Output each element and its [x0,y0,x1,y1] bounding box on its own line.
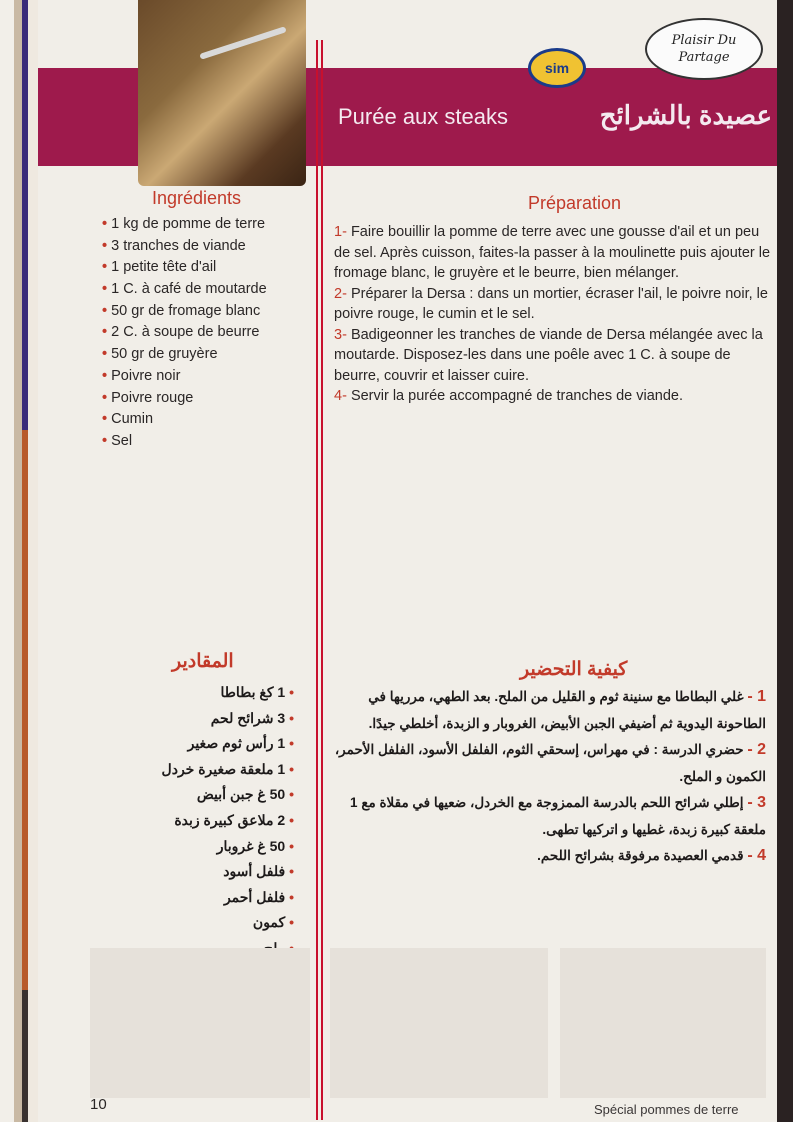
ingredients-list-fr [102,214,267,453]
page-edge [14,0,22,1122]
step [334,222,778,284]
preparation-heading-fr: Préparation [528,193,622,213]
step-number: 3- [334,326,347,343]
list-item: • Sel [102,431,267,453]
footer-section: Spécial pommes de terre [594,1102,739,1117]
list-item: • 1 كغ بطاطا [162,680,294,706]
step-number: 2- [334,285,347,302]
list-item: • فلفل أحمر [162,885,294,911]
list-item: • Poivre rouge [102,388,267,410]
step [334,325,778,387]
step-number: 3 - [747,794,766,811]
list-item: • 1 رأس ثوم صغير [162,731,294,757]
step-number: 4- [334,388,347,404]
steak-photo [138,0,306,186]
step [334,284,778,325]
stamp-line: Plaisir Du [671,33,737,48]
sim-logo [528,48,586,88]
page-shadow [777,0,793,1122]
list-item: • فلفل أسود [162,859,294,885]
title-ar: عصيدة بالشرائح [599,100,772,130]
column-divider [316,40,318,1120]
page-edge [0,0,14,1122]
page-number: 10 [90,1096,107,1113]
list-item: • 3 tranches de viande [102,236,267,258]
step-text: Préparer la Dersa : dans un mortier, écraser l'ail, le poivre noir, le poivre rouge, le cumin et le sel. [334,285,768,322]
ingredients-heading-fr: Ingrédients [152,188,242,208]
fork-icon [199,26,286,60]
step-text: حضري الدرسة : في مهراس، إسحقي الثوم، الفلفل الأسود، الفلفل الأحمر، الكمون و الملح. [334,742,766,784]
list-item: • 50 غ غروبار [162,834,294,860]
list-item: • 50 gr de gruyère [102,344,267,366]
ingredients-list-ar [162,680,294,962]
list-item: • 1 petite tête d'ail [102,257,267,279]
step-text: غلي البطاطا مع سنينة ثوم و القليل من الملح. بعد الطهي، مرريها في الطاحونة اليدوية ثم أضيفي الجبن الأبيض، الغروبار و الزبدة، أخلطي جيدًا. [368,689,766,731]
step [328,790,766,843]
preparation-ar [328,684,766,870]
step-number: 2 - [747,741,766,758]
list-item: • Cumin [102,409,267,431]
step [328,737,766,790]
list-item: • 2 C. à soupe de beurre [102,322,267,344]
list-item: • 1 C. à café de moutarde [102,279,267,301]
list-item: • 50 غ جبن أبيض [162,782,294,808]
step-text: قدمي العصيدة مرفوقة بشرائح اللحم. [537,848,744,863]
step-text: إطلي شرائح اللحم بالدرسة الممزوجة مع الخردل، ضعيها في مقلاة مع 1 ملعقة كبيرة زبدة، غطيها و اتركيها تطهى. [350,795,766,837]
list-item: • 1 ملعقة صغيرة خردل [162,757,294,783]
step-number: 4 - [747,847,766,864]
list-item: • 1 kg de pomme de terre [102,214,267,236]
list-item: • 3 شرائح لحم [162,706,294,732]
list-item: • 50 gr de fromage blanc [102,301,267,323]
step [328,684,766,737]
stamp-line: Partage [678,50,730,65]
recipe-page [38,0,778,1122]
step-number: 1 - [747,688,766,705]
page-edge [28,0,38,1122]
step-number: 1- [334,224,347,240]
preparation-fr [334,222,778,407]
list-item: • Poivre noir [102,366,267,388]
faded-photo [90,948,310,1098]
step [334,386,778,407]
logo-text: sim [544,60,570,76]
list-item: • كمون [162,910,294,936]
ingredients-heading-ar: المقادير [172,651,234,672]
faded-photo [330,948,548,1098]
watermark-stamp [645,18,763,80]
step-text: Faire bouillir la pomme de terre avec une gousse d'ail et un peu de sel. Après cuisson, faites-la passer à la moulinette puis ajouter le fromage blanc, le gruyère et le beurre, bien mélanger. [334,224,771,281]
faded-photo [560,948,766,1098]
step-text: Servir la purée accompagné de tranches de viande. [350,388,684,404]
preparation-heading-ar: كيفية التحضير [520,659,628,680]
step-text: Badigeonner les tranches de viande de Dersa mélangée avec la moutarde. Disposez-les dans une poêle avec 1 C. à soupe de beurre, couvrir et laisser cuire. [334,326,763,384]
title-fr: Purée aux steaks [338,104,508,129]
column-divider [321,40,323,1120]
list-item: • 2 ملاعق كبيرة زبدة [162,808,294,834]
step [328,843,766,870]
